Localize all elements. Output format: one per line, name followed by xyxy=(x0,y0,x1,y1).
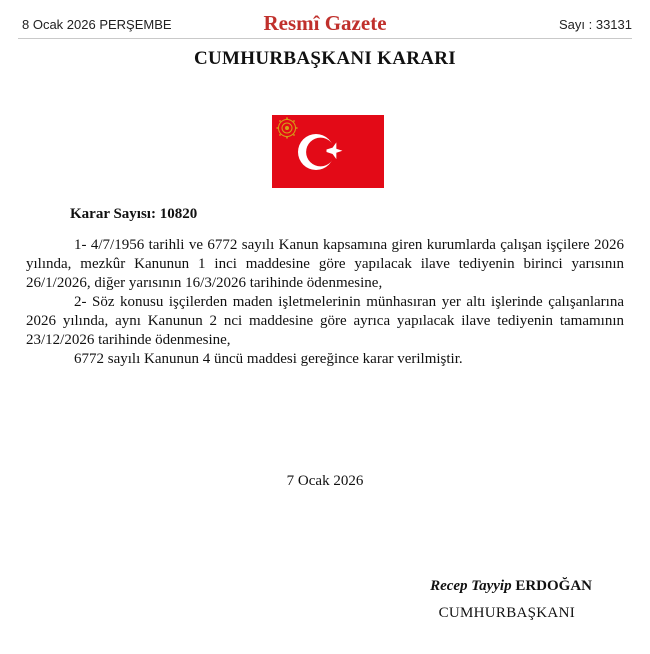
decision-body xyxy=(26,236,624,369)
signer-given-names: Recep Tayyip xyxy=(430,578,512,594)
issue-number: Sayı : 33131 xyxy=(559,17,632,32)
turkish-flag-icon xyxy=(272,115,384,188)
flag-graphic xyxy=(272,115,384,188)
decision-number: Karar Sayısı: 10820 xyxy=(70,206,198,222)
header-divider xyxy=(18,38,632,39)
signer-name xyxy=(430,578,592,595)
decision-date: 7 Ocak 2026 xyxy=(286,473,364,489)
presidential-seal-icon xyxy=(276,117,297,138)
paragraph-3: 6772 sayılı Kanunun 4 üncü maddesi gereğince karar verilmiştir. xyxy=(74,351,463,367)
publication-date: 8 Ocak 2026 PERŞEMBE xyxy=(22,17,172,32)
paragraph-1: 1- 4/7/1956 tarihli ve 6772 sayılı Kanun kapsamına giren kurumlarda çalışan işçilere 2026 yılında, mezkûr Kanunun 1 inci maddesine göre yapılacak ilave tediyenin birinci yarısının 26/1/2026, diğer yarısının 16/3/2026 tarihinde ödenmesine, xyxy=(26,237,624,291)
gazette-title: Resmî Gazete xyxy=(263,11,387,35)
signer-title: CUMHURBAŞKANI xyxy=(438,605,575,621)
paragraph-2: 2- Söz konusu işçilerden maden işletmelerinin münhasıran yer altı işlerinde çalışanlarına 2026 yılında, aynı Kanunun 2 nci maddesine göre ayrıca yapılacak ilave tediyenin tamamının 23/12/2026 tarihinde ödenmesine, xyxy=(26,294,624,348)
signer-surname: ERDOĞAN xyxy=(515,578,592,594)
document-heading: CUMHURBAŞKANI KARARI xyxy=(194,48,456,69)
